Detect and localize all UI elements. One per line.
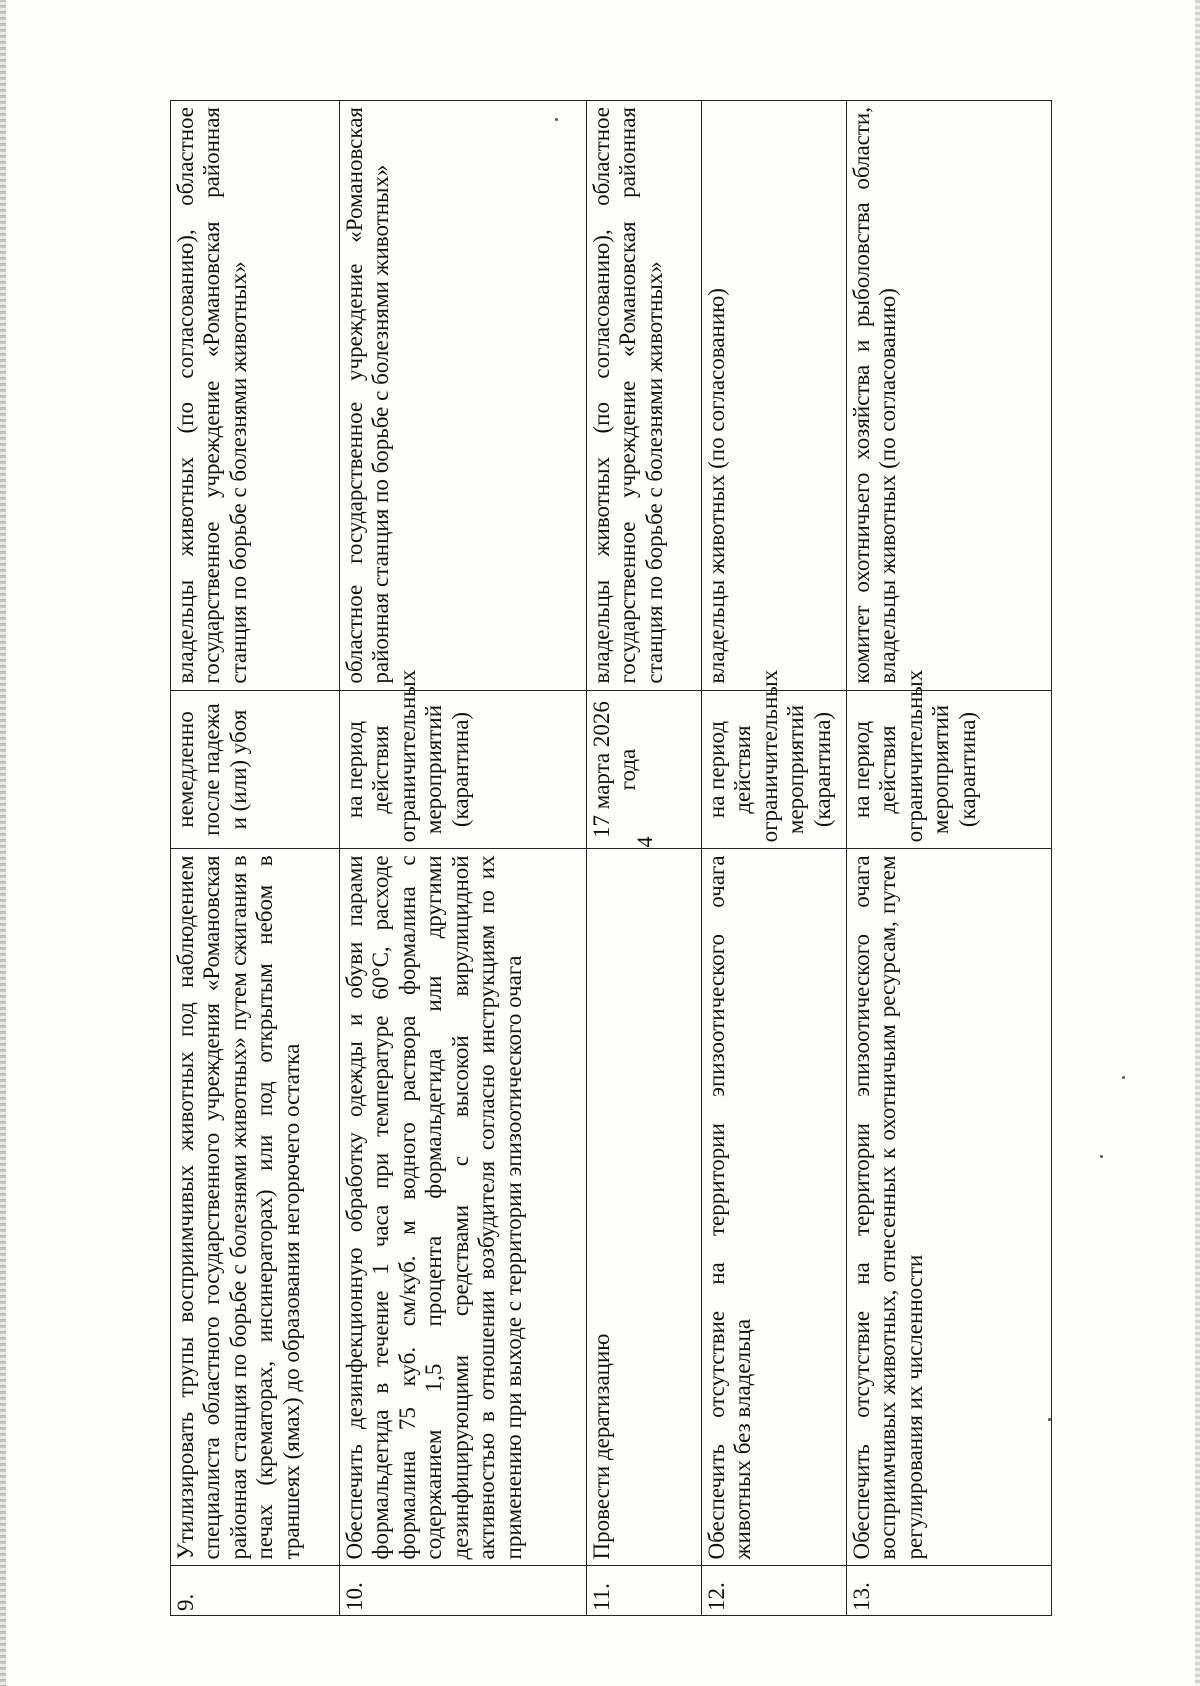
row-responsible: владельцы животных (по согласованию), областное государственное учреждение «Романовская районная станция по борьбе с болезнями животных» bbox=[587, 101, 702, 691]
row-number: 13. bbox=[847, 1566, 1052, 1616]
table-row bbox=[340, 101, 587, 1616]
scan-speck bbox=[555, 118, 558, 121]
row-action: Утилизировать трупы восприимчивых животных под наблюдением специалиста областного государственного учреждения «Романовская районная станция по борьбе с болезнями животных» путем сжигания в печах (крематорах, инсинераторах) или под открытым небом в траншеях (ямах) до образования негорючего остатка bbox=[171, 849, 340, 1566]
row-action: Провести дератизацию bbox=[587, 849, 702, 1566]
table-row bbox=[847, 101, 1052, 1616]
row-number: 11. bbox=[587, 1566, 702, 1616]
row-responsible: областное государственное учреждение «Романовская районная станция по борьбе с болезнями животных» bbox=[340, 101, 587, 691]
measures-table bbox=[170, 100, 1052, 1616]
row-action: Обеспечить отсутствие на территории эпизоотического очага восприимчивых животных, отнесенных к охотничьим ресурсам, путем регулирования их численности bbox=[847, 849, 1052, 1566]
table-row bbox=[171, 101, 340, 1616]
row-action: Обеспечить отсутствие на территории эпизоотического очага животных без владельца bbox=[702, 849, 847, 1566]
row-number: 9. bbox=[171, 1566, 340, 1616]
row-term: 17 марта 2026 года bbox=[587, 690, 702, 849]
scan-speck bbox=[1122, 1076, 1125, 1079]
scan-speck bbox=[1048, 1418, 1051, 1421]
scan-edge-left bbox=[0, 0, 6, 1686]
page-number: 4 bbox=[632, 836, 657, 848]
row-number: 10. bbox=[340, 1566, 587, 1616]
scan-edge-right bbox=[1195, 0, 1200, 1686]
row-responsible: владельцы животных (по согласованию) bbox=[702, 101, 847, 691]
row-term: на период действия ограничительных мероприятий (карантина) bbox=[340, 690, 587, 849]
row-action: Обеспечить дезинфекционную обработку одежды и обуви парами формальдегида в течение 1 часа при температуре 60°С, расходе формалина 75 куб. см/куб. м водного раствора формалина с содержанием 1,5 процента формальдегида или другими дезинфицирующими средствами с высокой вирулицидной активностью в отношении возбудителя согласно инструкциям по их применению при выходе с территории эпизоотического очага bbox=[340, 849, 587, 1566]
table-row bbox=[587, 101, 702, 1616]
row-term: на период действия ограничительных мероприятий (карантина) bbox=[702, 690, 847, 849]
row-responsible: владельцы животных (по согласованию), областное государственное учреждение «Романовская районная станция по борьбе с болезнями животных» bbox=[171, 101, 340, 691]
rotated-table-block bbox=[170, 100, 1100, 1616]
row-responsible: комитет охотничьего хозяйства и рыболовства области, владельцы животных (по согласованию) bbox=[847, 101, 1052, 691]
table-row bbox=[702, 101, 847, 1616]
row-term: немедленно после падежа и (или) убоя bbox=[171, 690, 340, 849]
scan-speck bbox=[1100, 1155, 1103, 1158]
row-number: 12. bbox=[702, 1566, 847, 1616]
row-term: на период действия ограничительных мероприятий (карантина) bbox=[847, 690, 1052, 849]
